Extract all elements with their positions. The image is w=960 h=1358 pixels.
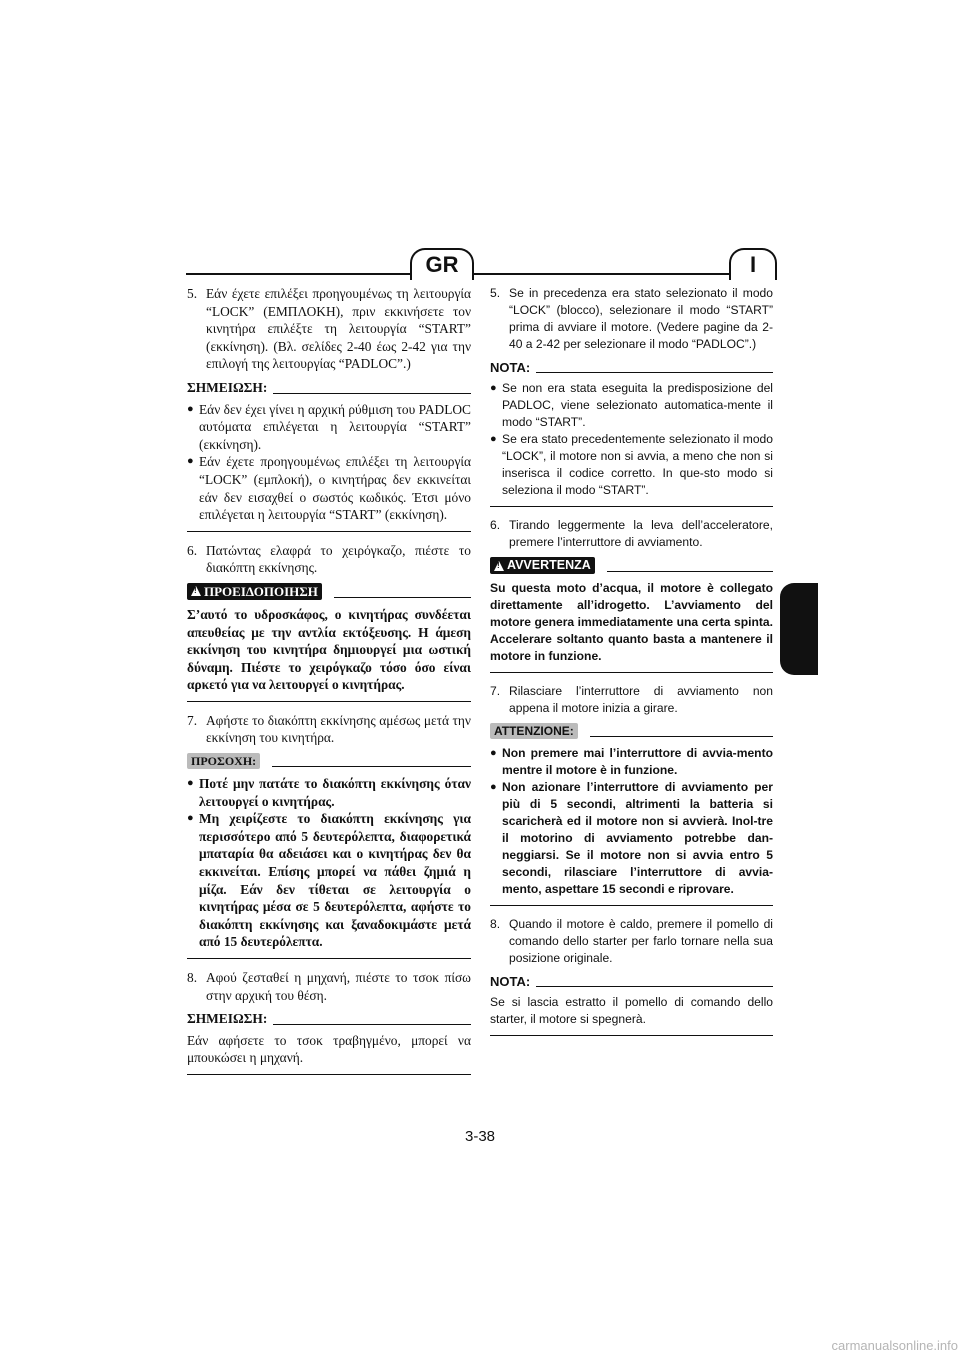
lang-tab-gr: GR [410,248,474,280]
step-7: 7. Rilasciare l’interruttore di avviamento non appena il motore inizia a girare. [490,684,773,715]
watermark: carmanualsonline.info [831,1338,958,1353]
bullet-icon: ● [490,433,497,445]
bullet-icon: ● [187,455,194,468]
bullet-icon: ● [490,382,497,394]
note-bullet: ● Εάν έχετε προηγουμένως επιλέξει τη λειτουργία “LOCK” (εμπλοκή), ο κινητήρας δεν εκκινείται εάν δεν εισαχθεί ο σωστός κωδικός. Έτσι μόνο επιλέγεται η λειτουργία “START” (εκκίνηση). [187,454,471,523]
note-heading: NOTA: [490,359,773,376]
caution-bullet: ● Μη χειρίζεστε το διακόπτη εκκίνησης για περισσότερο από 5 δευτερόλεπτα, διαφορετικά μπαταρία θα αδειάσει και ο κινητήρας δεν θα εκκινείται. Επίσης μπορεί να πάθει ζημιά η μίζα. Εάν δεν τίθεται σε λειτουργία ο κινητήρας μέσα σε 5 δευτερόλεπτα, αφήστε το διακόπτη εκκίνησης και ξαναδοκιμάστε μετά από 15 δευτερόλεπτα. [187,811,471,950]
note-heading: NOTA: [490,973,773,990]
step-7: 7. Αφήστε το διακόπτη εκκίνησης αμέσως μετά την εκκίνηση του κινητήρα. [187,712,471,746]
note-heading: ΣΗΜΕΙΩΣΗ: [187,379,471,397]
warning-badge: ! ΠΡΟΕΙΔΟΠΟΙΗΣΗ [187,583,322,600]
step-5: 5. Εάν έχετε επιλέξει προηγουμένως τη λειτουργία “LOCK” (ΕΜΠΛΟΚΗ), πριν εκκινήσετε τον κινητήρα επιλέξτε τη λειτουργία “START” (εκκίνηση). (Βλ. σελίδες 2-40 έως 2-42 για την επιλογή της λειτουργίας “PADLOC”.) [187,286,471,372]
step-5: 5. Se in precedenza era stato selezionato il modo “LOCK” (blocco), selezionare il modo “START” prima di avviare il motore. (Vedere pagine da 2-40 a 2-42 per selezionare il modo “PADLOC”.) [490,286,773,351]
note-bullet: ● Se era stato precedentemente selezionato il modo “LOCK”, il motore non si avvia, a meno che non si inserisca il codice corretto. In que-sto modo si seleziona il modo “START”. [490,432,773,497]
warning-triangle-icon [494,561,504,571]
caution-badge: ATTENZIONE: [490,723,578,739]
step-6: 6. Πατώντας ελαφρά το χειρόγκαζο, πιέστε το διακόπτη εκκίνησης. [187,542,471,576]
lang-tab-i: I [729,248,777,280]
note-text: Εάν αφήσετε το τσοκ τραβηγμένο, μπορεί να μπουκώσει η μηχανή. [187,1032,471,1066]
step-8: 8. Αφού ζεσταθεί η μηχανή, πιέστε το τσοκ πίσω στην αρχική του θέση. [187,970,471,1003]
warning-text: Σ’αυτό το υδροσκάφος, ο κινητήρας συνδέεται απευθείας με την αντλία εκτόξευσης. Η άμεση εκκίνηση του κινητήρα δημιουργεί μια ωστική δύναμη. Πιέστε το χειρόγκαζο τόσο όσο είναι αρκετό για να λειτουργεί ο κινητήρας. [187,606,471,693]
warning-heading [490,557,773,574]
caution-bullet: ● Ποτέ μην πατάτε το διακόπτη εκκίνησης όταν λειτουργεί ο κινητήρας. [187,776,471,809]
header-rule [186,273,774,275]
bullet-icon: ● [187,777,194,790]
warning-text: Su questa moto d’acqua, il motore è collegato direttamente all’idrogetto. L’avviamento del motore genera immediatamente una certa spinta. Accelerare soltanto quanto basta a mantenere il motore in funzione. [490,581,773,663]
note-bullet: ● Εάν δεν έχει γίνει η αρχική ρύθμιση του PADLOC αυτόματα επιλέγεται η λειτουργία “START” (εκκίνηση). [187,401,471,452]
warning-badge: ! AVVERTENZA [490,557,595,574]
caution-badge: ΠΡΟΣΟΧΗ: [187,753,260,769]
bullet-icon: ● [187,812,194,825]
greek-column [187,285,471,1085]
bullet-icon: ● [187,402,194,415]
caution-heading [490,723,773,739]
caution-heading [187,753,471,769]
step-8: 8. Quando il motore è caldo, premere il pomello di comando dello starter per farlo tornare nella sua posizione originale. [490,917,773,965]
bullet-icon: ● [490,747,497,759]
warning-heading [187,583,471,600]
note-heading: ΣΗΜΕΙΩΣΗ: [187,1010,471,1028]
step-6: 6. Tirando leggermente la leva dell’acceleratore, premere l’interruttore di avviamento. [490,518,773,549]
caution-bullet: ● Non azionare l’interruttore di avviamento per più di 5 secondi, altrimenti la batteria si scaricherà ed il motore non si avvierà. Inol-tre il motorino di avviamento potrebbe dan-neggiarsi. Se il motore non si avvia entro 5 secondi, rilasciare l’interruttore di avvia-mento, aspettare 15 secondi e riprovare. [490,780,773,896]
caution-bullet: ● Non premere mai l’interruttore di avvia-mento mentre il motore è in funzione. [490,746,773,777]
italian-column [490,285,773,1046]
bullet-icon: ● [490,781,497,793]
section-thumb-tab [780,583,818,675]
note-bullet: ● Se non era stata eseguita la predisposizione del PADLOC, viene selezionato automatica-mente il modo “START”. [490,381,773,429]
page-number: 3-38 [464,1128,496,1145]
warning-triangle-icon [191,586,201,596]
note-text: Se si lascia estratto il pomello di comando dello starter, il motore si spegnerà. [490,995,773,1026]
